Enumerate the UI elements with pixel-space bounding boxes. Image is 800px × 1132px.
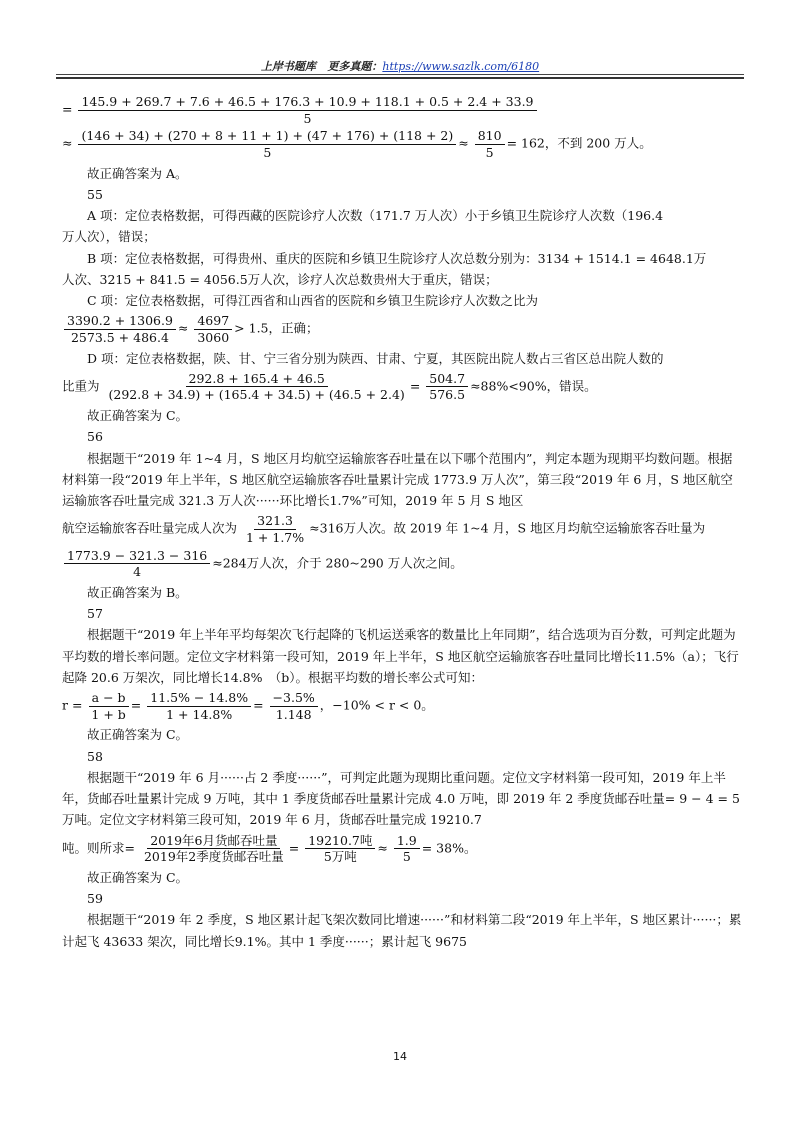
frac-denominator: 2019年2季度货邮吞吐量 — [143, 849, 284, 865]
q59-paragraph: 根据题干“2019 年 2 季度，S 地区累计起飞架次数同比增速······”和材料第二段“2019 年上半年，S 地区累计······；累计起飞 43633 架次，同比增长9.1%。其中 1 季度······；累计起飞 9675 — [62, 912, 742, 949]
frac-numerator: a − b — [89, 690, 129, 707]
q56-formula-1 — [62, 513, 742, 545]
frac-numerator: −3.5% — [270, 690, 318, 707]
q54-answer: 故正确答案为 A。 — [87, 165, 188, 181]
frac-numerator: (146 + 34) + (270 + 8 + 11 + 1) + (47 + 176) + (118 + 2) — [78, 128, 456, 145]
q55-answer: 故正确答案为 C。 — [87, 408, 189, 423]
frac-numerator: 321.3 — [254, 513, 296, 530]
header-rule-thin — [56, 74, 744, 75]
frac-numerator: 1.9 — [394, 833, 420, 850]
page-header — [0, 58, 800, 74]
q54-formula-2: ≈ $\frac{(146 + 34) + (270 + 8 + 11 + 1) + (47 + 176) + (118 + 2)}{5}$ ≈ $\frac{810}{5}$ = 162，不到 200 万人。 — [62, 128, 652, 160]
q57-answer: 故正确答案为 C。 — [87, 727, 189, 743]
q56-formula-2 — [62, 548, 742, 580]
q55-option-a: A 项：定位表格数据，可得西藏的医院诊疗人次数（171.7 万人次）小于乡镇卫生院诊疗人次数（196.4 — [87, 208, 664, 223]
frac-numerator: 11.5% − 14.8% — [147, 690, 251, 707]
q57-paragraph: 根据题干“2019 年上半年平均每架次飞行起降的飞机运送乘客的数量比上年同期”，结合选项为百分数，可判定此题为平均数的增长率问题。定位文字材料第一段可知，2019 年上半年，S 地区航空运输旅客吞吐量同比增长11.5%（a）；飞行起降 20.6 万架次，同比增长14.8% （b）。根据平均数的增长率公式可知： — [62, 627, 739, 685]
frac-denominator: 1 + 1.7% — [246, 529, 305, 545]
frac-numerator: 4697 — [194, 313, 232, 330]
q55-option-b-cont: 人次、3215 + 841.5 = 4056.5万人次，诊疗人次总数贵州大于重庆，错误； — [62, 271, 498, 287]
frac-numerator: 810 — [475, 128, 505, 145]
q54-formula-1: = 145.9 + 269.7 + 7.6 + 46.5 + 176.3 + 10.9 + 118.1 + 0.5 + 2.4 + 33.9 5 — [62, 94, 742, 126]
q55-number: 55 — [87, 186, 103, 202]
frac-denominator: 1 + 14.8% — [166, 706, 233, 722]
frac-denominator: 5 — [263, 144, 272, 160]
q55-c-formula: $\frac{3390.2 + 1306.9}{2573.5 + 486.4}$ ≈ $\frac{4697}{3060}$ > 1.5，正确； — [62, 313, 742, 345]
q58-answer: 故正确答案为 C。 — [87, 869, 189, 885]
q57-formula: r = $\frac{a - b}{1 + b}$ = $\frac{11.5\% - 14.8\%}{1 + 14.8\%}$ = $\frac{-3.5\%}{1.148}$ ，−10% < r < 0。 — [62, 690, 434, 722]
frac-denominator: 5 — [402, 849, 411, 865]
formula-tail: ，−10% < r < 0。 — [319, 697, 434, 713]
formula-tail: = 162，不到 200 万人。 — [506, 135, 652, 151]
formula-lead: 航空运输旅客吞吐量完成人次为 — [62, 520, 238, 536]
formula-lead: r = — [62, 697, 83, 713]
frac-denominator: 4 — [133, 564, 142, 580]
frac-denominator: 3060 — [197, 329, 230, 345]
header-rule-thick — [56, 77, 744, 79]
q56-number: 56 — [87, 429, 103, 445]
formula-tail: = 38%。 — [421, 840, 477, 856]
frac-denominator: 1.148 — [275, 706, 312, 722]
q58-paragraph: 根据题干“2019 年 6 月······占 2 季度······”，可判定此题为现期比重问题。定位文字材料第一段可知，2019 年上半年，货邮吞吐量累计完成 9 万吨，其中 1 季度货邮吞吐量累计完成 4.0 万吨，即 2019 年 2 季度货邮吞吐量= 9 − 4 = 5万吨。定位文字材料第三段可知，2019 年 6 月，货邮吞吐量完成 19210.7 — [62, 769, 740, 828]
header-link[interactable]: https://www.sazlk.com/6180 — [382, 60, 540, 73]
formula-lead: 比重为 — [62, 378, 100, 394]
header-more-label: 更多真题： — [327, 60, 383, 73]
q59-number: 59 — [87, 891, 103, 906]
q55-option-d: D 项：定位表格数据，陕、甘、宁三省分别为陕西、甘肃、宁夏，其医院出院人数占三省区总出院人数的 — [87, 350, 664, 366]
frac-denominator: 2573.5 + 486.4 — [70, 329, 169, 345]
q56-answer: 故正确答案为 B。 — [87, 584, 188, 600]
q55-d-formula: 比重为 $\frac{292.8 + 165.4 + 46.5}{(292.8 + 34.9) + (165.4 + 34.5) + (46.5 + 2.4)}$ = $\frac{504.7}{576.5}$ ≈88%<90%，错误。 — [62, 370, 597, 403]
frac-numerator: 2019年6月货邮吞吐量 — [147, 833, 280, 850]
formula-tail: ≈88%<90%，错误。 — [470, 378, 597, 394]
page-content — [62, 92, 742, 952]
q55-option-c: C 项：定位表格数据，可得江西省和山西省的医院和乡镇卫生院诊疗人次数之比为 — [87, 293, 539, 308]
frac-numerator: 19210.7吨 — [305, 833, 375, 850]
frac-denominator: 5 — [485, 144, 494, 160]
q58-formula: 吨。则所求= $\frac{\text{2019年6月货邮吞吐量}}{\text{2019年2季度货邮吞吐量}}$ = $\frac{\text{19210.7吨}}{\text{5万吨}}$ ≈ $\frac{1.9}{5}$ = 38%。 — [62, 832, 477, 865]
page-number: 14 — [393, 1050, 407, 1063]
q55-option-a-cont: 万人次），错误； — [62, 229, 156, 245]
frac-denominator: (292.8 + 34.9) + (165.4 + 34.5) + (46.5 + 2.4) — [108, 387, 405, 403]
frac-denominator: 5 — [303, 110, 312, 126]
q56-paragraph: 根据题干“2019 年 1~4 月，S 地区月均航空运输旅客吞吐量在以下哪个范围内”，判定本题为现期平均数问题。根据材料第一段“2019 年上半年，S 地区航空运输旅客吞吐量累计完成 1773.9 万人次”，第三段“2019 年 6 月，S 地区航空运输旅客吞吐量完成 321.3 万人次······环比增长1.7%”可知，2019 年 5 月 S 地区 — [62, 450, 733, 508]
frac-numerator: 3390.2 + 1306.9 — [64, 313, 176, 330]
frac-numerator: 145.9 + 269.7 + 7.6 + 46.5 + 176.3 + 10.9 + 118.1 + 0.5 + 2.4 + 33.9 — [78, 94, 536, 111]
formula-tail: > 1.5，正确； — [234, 320, 319, 336]
q57-number: 57 — [87, 606, 103, 621]
formula-lead: 吨。则所求= — [62, 840, 135, 856]
frac-denominator: 1 + b — [91, 706, 126, 722]
q58-number: 58 — [87, 748, 103, 764]
frac-numerator: 504.7 — [426, 371, 468, 388]
formula-tail: ≈316万人次。故 2019 年 1~4 月，S 地区月均航空运输旅客吞吐量为 — [309, 520, 706, 536]
frac-numerator: 1773.9 − 321.3 − 316 — [64, 548, 210, 565]
frac-denominator: 5万吨 — [323, 849, 357, 865]
q55-option-b: B 项：定位表格数据，可得贵州、重庆的医院和乡镇卫生院诊疗人次总数分别为：3134 + 1514.1 = 4648.1万 — [87, 250, 707, 266]
frac-numerator: 292.8 + 165.4 + 46.5 — [186, 371, 328, 388]
frac-denominator: 576.5 — [429, 387, 466, 403]
formula-tail: ≈284万人次，介于 280~290 万人次之间。 — [212, 555, 463, 571]
header-site-name: 上岸书题库 — [260, 60, 316, 73]
